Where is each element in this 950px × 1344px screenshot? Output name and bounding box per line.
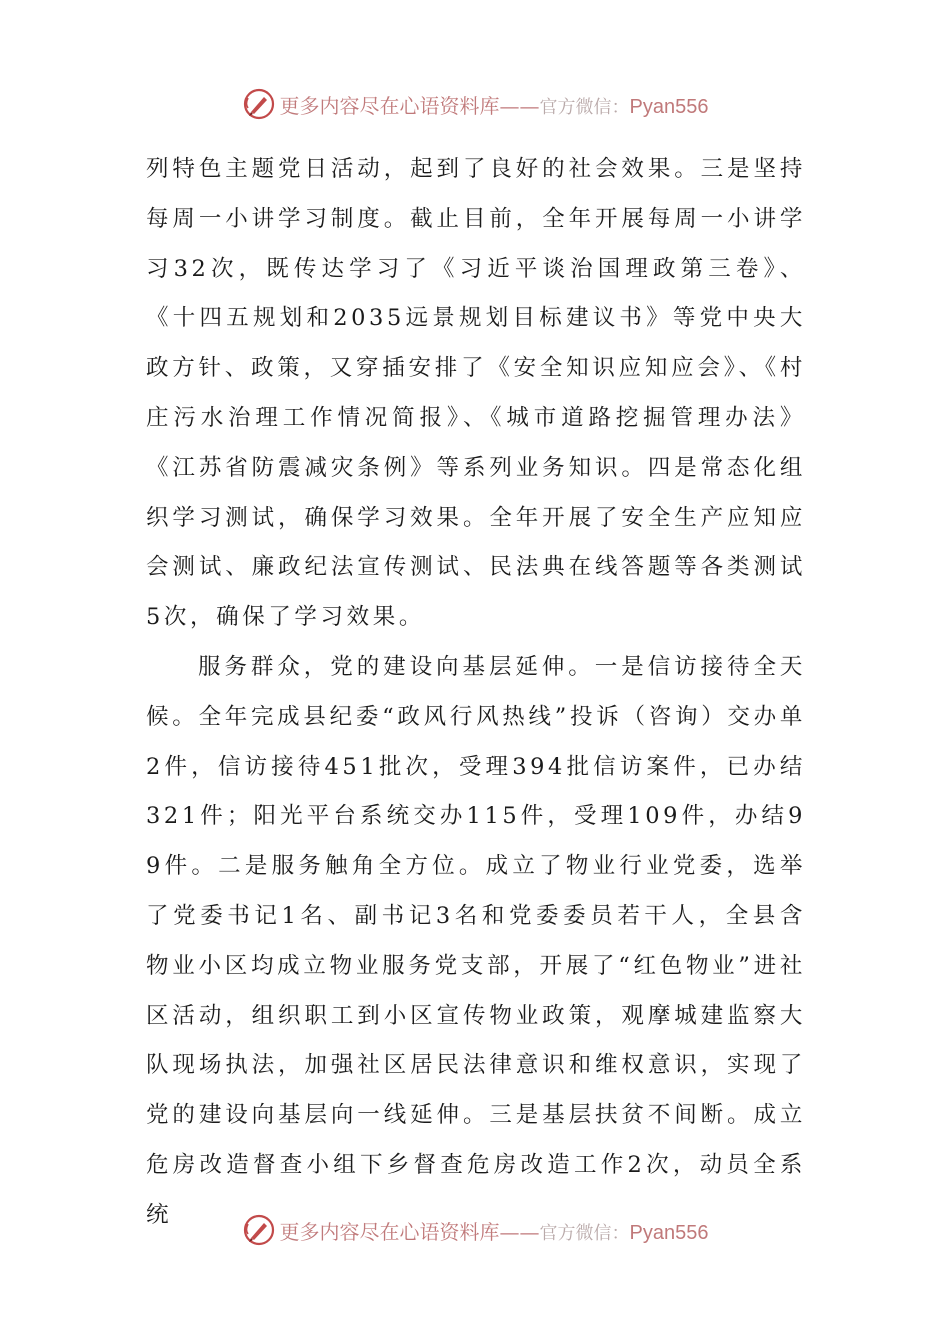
footer-site-name: 更多内容尽在心语资料库 [279,1219,500,1244]
footer-wechat-id: Pyan556 [629,1221,709,1244]
footer-wechat-label: 官方微信： [539,1222,630,1244]
header-wechat-id: Pyan556 [629,95,709,118]
pen-logo-icon [242,1213,276,1247]
footer-separator: —— [499,1219,540,1244]
pen-logo-icon [242,87,276,121]
footer-banner [0,1210,950,1250]
paragraph-1: 列特色主题党日活动，起到了良好的社会效果。三是坚持每周一小讲学习制度。截止目前，全年开展每周一小讲学习32次，既传达学习了《习近平谈治国理政第三卷》、《十四五规划和2035远景规划目标建议书》等党中央大政方针、政策，又穿插安排了《安全知识应知应会》、《村庄污水治理工作情况简报》、《城市道路挖掘管理办法》《江苏省防震减灾条例》等系列业务知识。四是常态化组织学习测试，确保学习效果。全年开展了安全生产应知应会测试、廉政纪法宣传测试、民法典在线答题等各类测试5次，确保了学习效果。 [146,156,806,631]
header-site-name: 更多内容尽在心语资料库 [279,93,500,118]
footer-banner-text [280,1216,709,1245]
header-separator: —— [499,93,540,118]
header-banner-text [280,90,709,119]
header-wechat-label: 官方微信： [539,96,630,118]
document-body [146,145,806,1241]
header-banner [0,84,950,124]
paragraph-2: 服务群众，党的建设向基层延伸。一是信访接待全天候。全年完成县纪委“政风行风热线”投诉（咨询）交办单2件，信访接待451批次，受理394批信访案件，已办结321件；阳光平台系统交办115件，受理109件，办结99件。二是服务触角全方位。成立了物业行业党委，选举了党委书记1名、副书记3名和党委委员若干人，全县含物业小区均成立物业服务党支部，开展了“红色物业”进社区活动，组织职工到小区宣传物业政策，观摩城建监察大队现场执法，加强社区居民法律意识和维权意识，实现了党的建设向基层向一线延伸。三是基层扶贫不间断。成立危房改造督查小组下乡督查危房改造工作2次，动员全系统 [146,653,806,1228]
